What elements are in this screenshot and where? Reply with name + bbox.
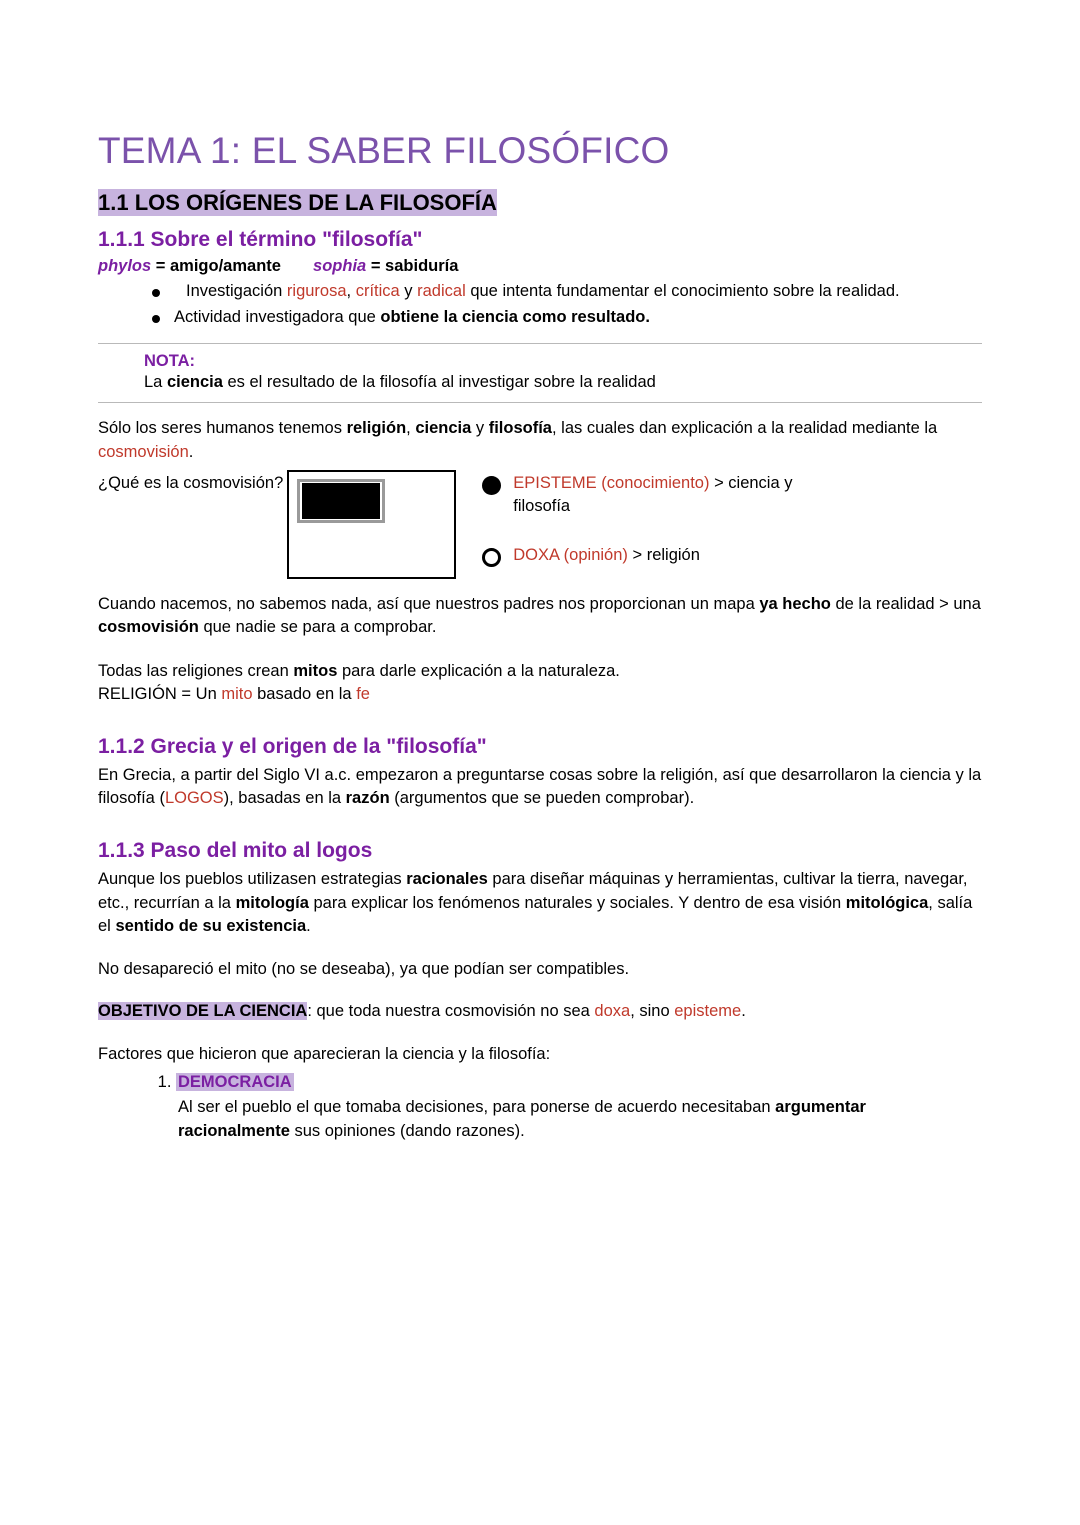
para-seg: Todas las religiones crean — [98, 661, 294, 680]
para-seg: En Grecia, a partir del Siglo VI a.c. empezaron a preguntarse cosas sobre la religión, así que desarrollaron la ciencia y la filosofía ( — [98, 766, 982, 808]
diagram-legend — [482, 470, 982, 567]
para-seg: , las cuales dan explicación a la realidad mediante la — [551, 419, 938, 438]
definition-bullet-list — [98, 280, 982, 329]
bullet-keyword-radical: radical — [417, 282, 466, 301]
legend-rest: > ciencia y filosofía — [513, 474, 793, 516]
para-keyword-cosmovision: cosmovisión — [98, 442, 189, 461]
greek-word-phylos: phylos — [98, 257, 152, 276]
paragraph-objective — [98, 1000, 982, 1023]
note-text-post: es el resultado de la filosofía al investigar sobre la realidad — [222, 373, 656, 392]
para-seg: (argumentos que se pueden comprobar). — [389, 789, 695, 808]
para-bold-sentido: sentido de su existencia — [115, 917, 307, 935]
para-bold-mitologica: mitológica — [845, 893, 929, 912]
bullet-keyword-rigurosa: rigurosa — [286, 282, 347, 301]
paragraph-birth — [98, 593, 982, 640]
para-seg: , sino — [630, 1001, 675, 1020]
paragraph-myths — [98, 660, 982, 683]
para-seg: de la realidad > una — [830, 595, 981, 614]
para-seg: ), basadas en la — [223, 789, 346, 808]
para-seg: para diseñar máquinas y herramientas, cultivar la tierra, navegar, etc., recurrían a la — [98, 870, 968, 912]
section-heading-wrapper — [98, 181, 982, 221]
para-bold-mitos: mitos — [293, 661, 338, 680]
section-heading-1-1: 1.1 LOS ORÍGENES DE LA FILOSOFÍA — [98, 189, 497, 215]
list-item — [152, 280, 982, 303]
factor-label-democracia: DEMOCRACIA — [178, 1072, 292, 1091]
note-text-bold: ciencia — [166, 373, 223, 392]
para-seg: Cuando nacemos, no sabemos nada, así que nuestros padres nos proporcionan un mapa — [98, 595, 760, 614]
bullet-sep-2: y — [399, 282, 418, 301]
paragraph-humans — [98, 417, 982, 464]
para-bold-yahecho: ya hecho — [759, 595, 831, 614]
para-seg: sus opiniones (dando razones). — [289, 1121, 525, 1140]
factors-list — [98, 1071, 982, 1143]
bullet-text-bold: obtiene la ciencia como resultado. — [380, 307, 650, 326]
note-callout — [98, 343, 982, 403]
greek-terms-line — [98, 257, 982, 276]
legend-item-episteme — [482, 472, 982, 518]
legend-keyword-episteme: EPISTEME (conocimiento) — [513, 474, 710, 493]
para-seg: Aunque los pueblos utilizasen estrategias — [98, 870, 407, 889]
para-keyword-episteme: episteme — [674, 1001, 742, 1020]
bullet-sep-1: , — [346, 282, 356, 301]
paragraph-religion-equation — [98, 683, 982, 706]
para-bold-ciencia: ciencia — [415, 419, 472, 438]
para-seg: para explicar los fenómenos naturales y sociales. Y dentro de esa visión — [308, 893, 846, 912]
objective-label: OBJETIVO DE LA CIENCIA — [98, 1001, 308, 1020]
para-keyword-doxa: doxa — [594, 1001, 631, 1020]
subsection-heading-1-1-2: 1.1.2 Grecia y el origen de la "filosofía" — [98, 734, 487, 758]
legend-text — [513, 544, 700, 567]
para-seg: Al ser el pueblo el que tomaba decisiones, para ponerse de acuerdo necesitaban — [178, 1098, 776, 1117]
para-bold-cosmovision: cosmovisión — [98, 618, 199, 637]
factors-intro: Factores que hicieron que aparecieran la ciencia y la filosofía: — [98, 1045, 551, 1064]
para-seg: . — [306, 917, 311, 935]
para-seg: . — [741, 1001, 746, 1020]
para-keyword-mito: mito — [221, 685, 253, 704]
greek-word-sophia: sophia — [313, 257, 367, 276]
para-bold-filosofia: filosofía — [488, 419, 552, 438]
para-seg: para darle explicación a la naturaleza. — [337, 661, 620, 680]
para-seg: Sólo los seres humanos tenemos — [98, 419, 347, 438]
legend-item-doxa — [482, 544, 982, 567]
page-title: TEMA 1: EL SABER FILOSÓFICO — [98, 130, 670, 171]
subsection-heading-1-1-3: 1.1.3 Paso del mito al logos — [98, 838, 373, 862]
paragraph-greece — [98, 764, 982, 811]
para-seg: basado en la — [252, 685, 357, 704]
note-text-pre: La — [144, 373, 167, 392]
para-seg: , — [406, 419, 416, 438]
para-keyword-fe: fe — [356, 685, 370, 704]
note-text — [144, 373, 982, 392]
para-seg: RELIGIÓN = Un — [98, 685, 222, 704]
para-seg: que nadie se para a comprobar. — [198, 618, 437, 637]
bullet-text-pre: Investigación — [186, 282, 287, 301]
list-item — [176, 1071, 982, 1143]
para-bold-argumentar: argumentar racionalmente — [178, 1098, 866, 1140]
legend-keyword-doxa: DOXA (opinión) — [513, 546, 628, 565]
para-seg: : que toda nuestra cosmovisión no sea — [307, 1001, 595, 1020]
hollow-circle-icon — [482, 548, 501, 567]
legend-rest: > religión — [627, 546, 700, 565]
bullet-text-pre: Actividad investigadora que — [174, 307, 381, 326]
note-label: NOTA: — [144, 352, 196, 371]
bullet-keyword-critica: crítica — [355, 282, 400, 301]
diagram-inner-fill — [302, 483, 380, 519]
para-seg: . — [188, 442, 194, 461]
paragraph-not-disappear: No desapareció el mito (no se deseaba), ya que podían ser compatibles. — [98, 960, 630, 979]
greek-def-phylos: = amigo/amante — [155, 257, 281, 276]
diagram-frame — [287, 470, 456, 579]
para-seg: , salía el — [98, 893, 973, 935]
cosmovision-diagram-row — [98, 470, 982, 579]
paragraph-mito-logos — [98, 868, 982, 938]
list-item — [152, 306, 982, 329]
filled-circle-icon — [482, 476, 501, 495]
para-bold-razon: razón — [345, 789, 390, 808]
para-bold-racionales: racionales — [406, 870, 488, 889]
legend-text — [513, 472, 843, 518]
diagram-question: ¿Qué es la cosmovisión? — [98, 474, 284, 493]
greek-def-sophia: = sabiduría — [370, 257, 459, 276]
subsection-heading-1-1-1: 1.1.1 Sobre el término "filosofía" — [98, 228, 423, 252]
para-bold-religion: religión — [346, 419, 407, 438]
bullet-text-post: que intenta fundamentar el conocimiento sobre la realidad. — [465, 282, 900, 301]
para-keyword-logos: LOGOS — [164, 789, 224, 808]
para-bold-mitologia: mitología — [235, 893, 309, 912]
para-seg: y — [471, 419, 489, 438]
factor-body — [176, 1096, 982, 1143]
